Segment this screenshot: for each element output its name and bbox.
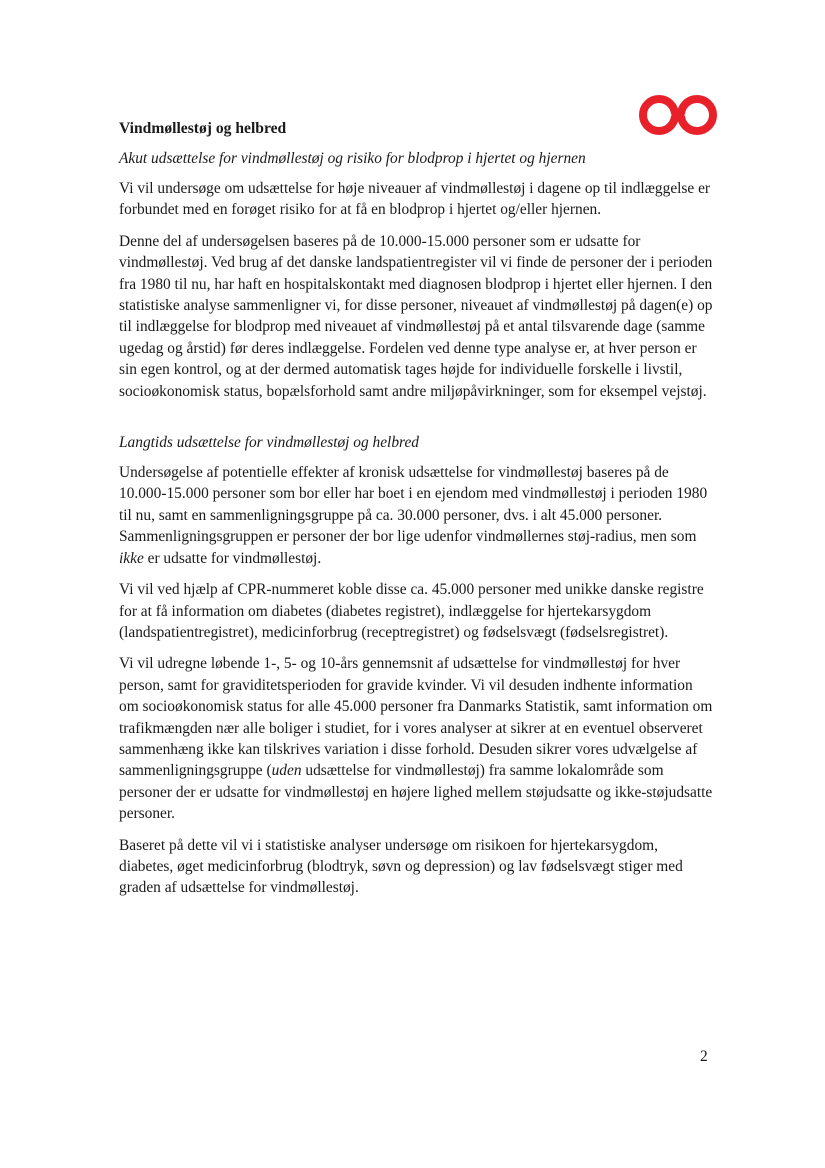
page-number: 2	[700, 1048, 708, 1065]
paragraph	[119, 462, 715, 569]
paragraph	[119, 653, 715, 824]
paragraph: Baseret på dette vil vi i statistiske analyser undersøge om risikoen for hjertekarsygdom, diabetes, øget medicinforbrug (blodtryk, søvn og depression) og lav fødselsvægt stiger med graden af udsættelse for vindmøllestøj.	[119, 836, 683, 897]
text-run: Vi vil udregne løbende 1-, 5- og 10-års gennemsnit af udsættelse for vindmøllestøj for hver person, samt for graviditetsperioden for gravide kvinder. Vi vil desuden indhente information om socioøkonomisk status for alle 45.000 personer fra Danmarks Statistik, samt information om trafikmængden nær alle boliger i studiet, for i vores analyser at sikrer at en eventuel observeret sammenhæng ikke kan tilskrives variation i disse forhold. Desuden sikrer vores udvælgelse af sammenligningsgruppe (	[119, 655, 713, 780]
text-run: udsættelse for vindmøllestøj) fra samme lokalområde som personer der er udsatte for vindmøllestøj en højere lighed mellem støjudsatte og ikke-støjudsatte personer.	[119, 762, 713, 823]
document-body	[119, 118, 715, 909]
text-run: er udsatte for vindmøllestøj.	[143, 549, 322, 567]
section-heading-longterm: Langtids udsættelse for vindmøllestøj og helbred	[119, 434, 419, 452]
document-title: Vindmøllestøj og helbred	[119, 120, 287, 137]
emphasis-text: uden	[271, 762, 302, 780]
text-run: Undersøgelse af potentielle effekter af kronisk udsættelse for vindmøllestøj baseres på de 10.000-15.000 personer som bor eller har boet i en ejendom med vindmøllestøj i perioden 1980 til nu, samt en sammenligningsgruppe på ca. 30.000 personer, dvs. i alt 45.000 personer. Sammenligningsgruppen er personer der bor lige udenfor vindmøllernes støj-radius, men som	[119, 464, 708, 546]
paragraph: Denne del af undersøgelsen baseres på de 10.000-15.000 personer som er udsatte for vindmøllestøj. Ved brug af det danske landspatientregister vil vi finde de personer der i perioden fra 1980 til nu, har haft en hospitalskontakt med diagnosen blodprop i hjertet eller hjernen. I den statistiske analyse sammenligner vi, for disse personer, niveauet af vindmøllestøj på dagen(e) op til indlæggelse for blodprop med niveauet af vindmøllestøj på et antal tilsvarende dage (samme ugedag og årstid) før deres indlæggelse. Fordelen ved denne type analyse er, at hver person er sin egen kontrol, og at der dermed automatisk tages højde for individuelle forskelle i livstil, socioøkonomisk status, bopælsforhold samt andre miljøpåvirkninger, som for eksempel vejstøj.	[119, 232, 713, 400]
paragraph: Vi vil ved hjælp af CPR-nummeret koble disse ca. 45.000 personer med unikke danske registre for at få information om diabetes (diabetes registret), indlæggelse for hjertekarsygdom (landspatientregistret), medicinforbrug (receptregistret) og fødselsvægt (fødselsregistret).	[119, 581, 704, 641]
emphasis-text: ikke	[119, 549, 144, 567]
section-heading-acute: Akut udsættelse for vindmøllestøj og risiko for blodprop i hjertet og hjernen	[119, 150, 586, 167]
paragraph: Vi vil undersøge om udsættelse for høje niveauer af vindmøllestøj i dagene op til indlæggelse er forbundet med en forøget risiko for at få en blodprop i hjertet og/eller hjernen.	[119, 180, 711, 219]
